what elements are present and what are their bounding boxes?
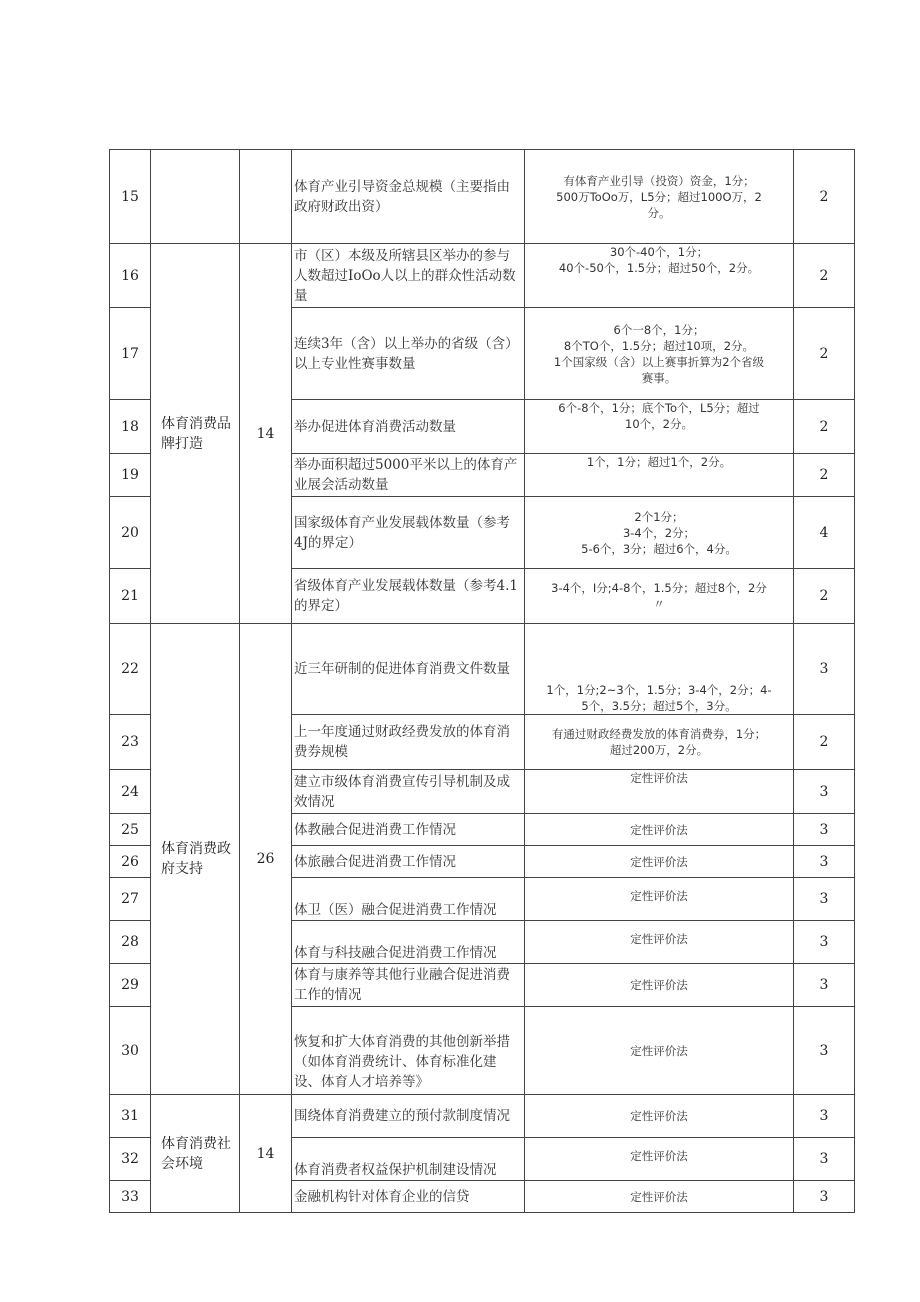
rule-line: 6个-8个，1分；底个To个，L5分；超过 — [558, 401, 760, 415]
category-brand: 体育消费品牌打造 — [151, 244, 240, 624]
rule-line: 3-4个，I分;4-8个，1.5分；超过8个，2分 — [551, 581, 767, 595]
points-cell: 2 — [794, 715, 855, 770]
table-row — [110, 1095, 855, 1138]
weight-gov: 26 — [240, 624, 292, 1095]
row-number: 15 — [110, 150, 151, 244]
rule-line: 1个，1分；超过1个，2分。 — [586, 455, 732, 469]
indicator-cell: 省级体育产业发展载体数量（参考4.1的界定） — [292, 569, 525, 624]
scoring-rule — [525, 1138, 794, 1181]
indicator-cell: 连续3年（含）以上举办的省级（含）以上专业性赛事数量 — [292, 308, 525, 400]
rule-line: 8个TO个，1.5分；超过10项，2分。 — [563, 338, 755, 353]
indicator-cell: 举办促进体育消费活动数量 — [292, 400, 525, 454]
indicator-cell: 体育与康养等其他行业融合促进消费工作的情况 — [292, 964, 525, 1007]
indicator-cell: 市（区）本级及所辖县区举办的参与人数超过IoOo人以上的群众性活动数量 — [292, 244, 525, 308]
row-number: 33 — [110, 1181, 151, 1213]
rule-line: 有体育产业引导（投资）资金，1分； — [563, 173, 755, 188]
category-gov: 体育消费政府支持 — [151, 624, 240, 1095]
rule-line: 超过200万，2分。 — [609, 743, 709, 757]
points-cell: 2 — [794, 150, 855, 244]
scoring-rule — [525, 454, 794, 497]
scoring-rule — [525, 846, 794, 878]
rule-line: 定性评价法 — [630, 978, 688, 992]
indicator-cell: 体卫（医）融合促进消费工作情况 — [292, 878, 525, 921]
table-row — [110, 150, 855, 244]
indicator-cell: 体教融合促进消费工作情况 — [292, 814, 525, 846]
row-number: 21 — [110, 569, 151, 624]
row-number: 22 — [110, 624, 151, 715]
row-number: 17 — [110, 308, 151, 400]
rule-line: 1个，1分;2~3个，1.5分；3-4个，2分；4- — [546, 683, 772, 697]
category-cell — [151, 150, 240, 244]
points-cell: 3 — [794, 1138, 855, 1181]
points-cell: 3 — [794, 624, 855, 715]
rule-line: 10个，2分。 — [625, 417, 693, 431]
indicator-table — [109, 149, 855, 1213]
scoring-rule — [525, 1181, 794, 1213]
rule-line: 有通过财政经费发放的体育消费券，1分； — [551, 727, 767, 741]
points-cell: 2 — [794, 454, 855, 497]
scoring-rule — [525, 244, 794, 308]
indicator-cell: 围绕体育消费建立的预付款制度情况 — [292, 1095, 525, 1138]
row-number: 25 — [110, 814, 151, 846]
scoring-rule — [525, 1007, 794, 1095]
row-number: 30 — [110, 1007, 151, 1095]
row-number: 20 — [110, 497, 151, 569]
table-row — [110, 624, 855, 715]
indicator-cell: 恢复和扩大体育消费的其他创新举措（如体育消费统计、体育标准化建设、体育人才培养等》 — [292, 1007, 525, 1095]
rule-line: 定性评价法 — [630, 822, 688, 837]
scoring-rule — [525, 814, 794, 846]
points-cell: 2 — [794, 308, 855, 400]
rule-line: 5个，3.5分；超过5个，3分。 — [581, 699, 737, 713]
weight-cell — [240, 150, 292, 244]
rule-line: 定性评价法 — [630, 932, 688, 946]
scoring-rule — [525, 878, 794, 921]
scoring-rule — [525, 150, 794, 244]
row-number: 29 — [110, 964, 151, 1007]
row-number: 19 — [110, 454, 151, 497]
scoring-rule — [525, 400, 794, 454]
rule-line: 定性评价法 — [630, 1109, 688, 1123]
points-cell: 2 — [794, 244, 855, 308]
rule-line: 1个国家级（含）以上赛事折算为2个省级 — [553, 354, 765, 369]
indicator-cell: 体育与科技融合促进消费工作情况 — [292, 921, 525, 964]
weight-brand: 14 — [240, 244, 292, 624]
points-cell: 3 — [794, 1181, 855, 1213]
indicator-cell: 国家级体育产业发展载体数量（参考4J的界定） — [292, 497, 525, 569]
rule-line: 定性评价法 — [630, 854, 688, 869]
row-number: 31 — [110, 1095, 151, 1138]
points-cell: 4 — [794, 497, 855, 569]
scoring-rule — [525, 1095, 794, 1138]
scoring-rule — [525, 921, 794, 964]
rule-line: 赛事。 — [641, 370, 677, 385]
points-cell: 2 — [794, 569, 855, 624]
row-number: 32 — [110, 1138, 151, 1181]
indicator-cell: 体旅融合促进消费工作情况 — [292, 846, 525, 878]
scoring-rule — [525, 964, 794, 1007]
category-social: 体育消费社会环境 — [151, 1095, 240, 1213]
rule-line: 6个一8个，1分； — [613, 322, 705, 337]
scoring-rule — [525, 770, 794, 814]
points-cell: 3 — [794, 964, 855, 1007]
points-cell: 3 — [794, 921, 855, 964]
rule-line: 2个1分； — [634, 509, 684, 524]
rule-line: 30个-40个，1分； — [609, 245, 709, 259]
indicator-cell: 金融机构针对体育企业的信贷 — [292, 1181, 525, 1213]
scoring-rule — [525, 624, 794, 715]
rule-line: 定性评价法 — [630, 1149, 688, 1163]
row-number: 26 — [110, 846, 151, 878]
scoring-rule — [525, 308, 794, 400]
indicator-cell: 体育消费者权益保护机制建设情况 — [292, 1138, 525, 1181]
indicator-cell: 近三年研制的促进体育消费文件数量 — [292, 624, 525, 715]
rule-line: 定性评价法 — [630, 1189, 688, 1204]
weight-social: 14 — [240, 1095, 292, 1213]
points-cell: 3 — [794, 846, 855, 878]
points-cell: 3 — [794, 1007, 855, 1095]
row-number: 18 — [110, 400, 151, 454]
row-number: 16 — [110, 244, 151, 308]
row-number: 27 — [110, 878, 151, 921]
indicator-cell: 建立市级体育消费宣传引导机制及成效情况 — [292, 770, 525, 814]
scoring-rule — [525, 715, 794, 770]
points-cell: 3 — [794, 814, 855, 846]
row-number: 28 — [110, 921, 151, 964]
rule-line: 500万ToOo万，L5分；超过100O万，2 — [556, 189, 762, 204]
points-cell: 3 — [794, 878, 855, 921]
scoring-rule — [525, 497, 794, 569]
scoring-rule — [525, 569, 794, 624]
rule-line: 定性评价法 — [630, 889, 688, 903]
points-cell: 2 — [794, 400, 855, 454]
indicator-cell: 举办面积超过5000平米以上的体育产业展会活动数量 — [292, 454, 525, 497]
indicator-cell: 上一年度通过财政经费发放的体育消费券规模 — [292, 715, 525, 770]
row-number: 23 — [110, 715, 151, 770]
rule-line: 5-6个，3分；超过6个，4分。 — [581, 541, 737, 556]
rule-line: 定性评价法 — [630, 771, 688, 785]
rule-line: 3-4个，2分； — [622, 525, 696, 540]
rule-line: 定性评价法 — [630, 1043, 688, 1058]
points-cell: 3 — [794, 770, 855, 814]
points-cell: 3 — [794, 1095, 855, 1138]
rule-line: 分。 — [647, 205, 671, 220]
indicator-cell: 体育产业引导资金总规模（主要指由政府财政出资） — [292, 150, 525, 244]
row-number: 24 — [110, 770, 151, 814]
rule-line: 40个-50个，1.5分；超过50个，2分。 — [558, 261, 760, 275]
rule-line: 〃 — [653, 597, 665, 611]
table-row — [110, 244, 855, 308]
